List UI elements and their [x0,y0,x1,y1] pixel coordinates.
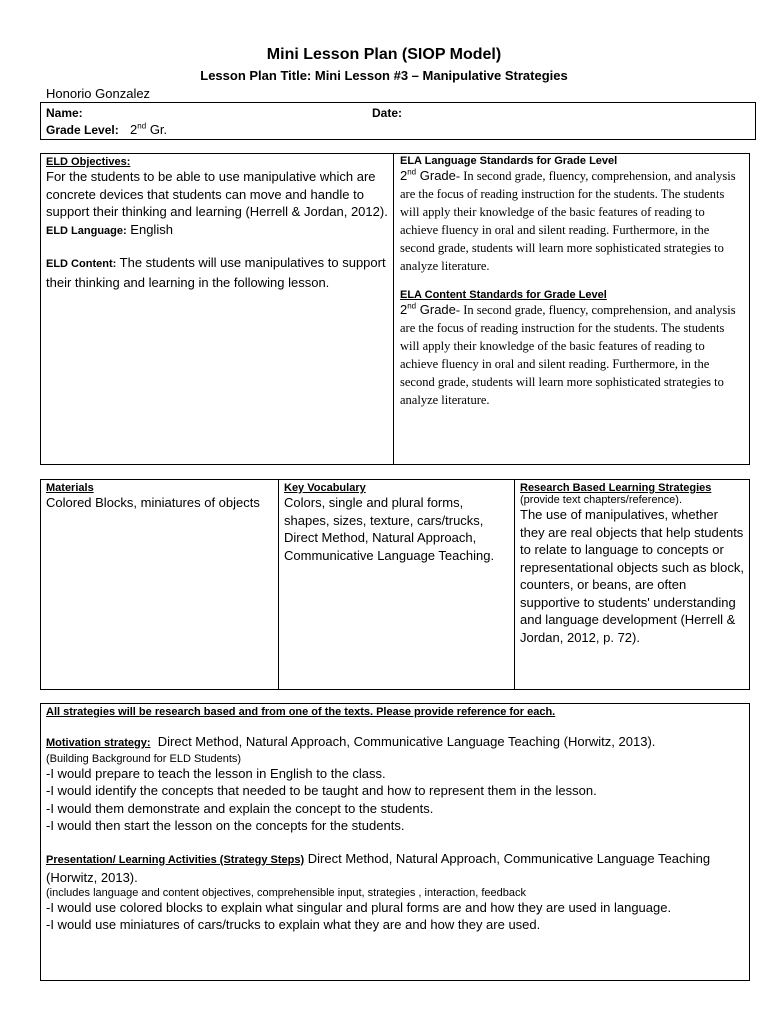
ela-column [394,154,749,464]
research-column [515,480,749,689]
eld-content-label: ELD Content: [46,258,117,270]
strategies-section [40,703,750,981]
eld-objectives-text: For the students to be able to use manipulative which are concrete devices that students can move and handle to support their thinking and learning (Herrell & Jordan, 2012). [46,169,388,219]
eld-content-text: The students will use manipulatives to support their thinking and learning in the following lesson. [46,255,386,290]
grade-label: Grade Level: [46,123,119,137]
motivation-strategy [46,733,744,753]
presentation-step: -I would use colored blocks to explain what singular and plural forms are and how they are used in language. [46,899,672,915]
info-box [40,102,756,140]
vocabulary-column [279,480,514,689]
grade-value: 2nd Gr. [130,121,168,137]
objectives-table [40,153,750,465]
presentation-activities [46,850,744,887]
ela-content-text: 2nd Grade- In second grade, fluency, comprehension, and analysis are the focus of reading instruction for the students. The students will apply their knowledge of the basic features of reading to achieve fluency in oral and silent reading. Furthermore, in the second grade, students will learn more sophisticated strategies to analyze literature. [400,301,736,407]
resources-table [40,479,750,690]
materials-column [41,480,278,689]
presentation-text: Direct Method, Natural Approach, Communicative Language Teaching (Horwitz, 2013). [46,850,711,885]
grade-level [46,122,167,137]
research-text: The use of manipulatives, whether they are real objects that help students to relate to language to concepts or representational objects such as block, counters, or beans, are often supportive to students' understanding and language development (Herrell & Jordan, 2012, p. 72). [520,507,745,645]
motivation-text: Direct Method, Natural Approach, Communicative Language Teaching (Horwitz, 2013). [157,734,656,749]
key-vocabulary-text: Colors, single and plural forms, shapes, sizes, texture, cars/trucks, Direct Method, Natural Approach, Communicative Language Teaching. [284,495,495,563]
date-label: Date: [372,106,403,120]
materials-label: Materials [46,482,94,494]
motivation-label: Motivation strategy: [46,737,151,749]
document-title: Mini Lesson Plan (SIOP Model) [266,46,502,63]
research-note: (provide text chapters/reference). [520,494,683,506]
motivation-step: -I would them demonstrate and explain the concept to the students. [46,800,434,816]
presentation-note: (includes language and content objectives, comprehensible input, strategies , interaction, feedback [46,886,527,899]
eld-language-label: ELD Language: [46,224,127,237]
name-label: Name: [46,106,83,120]
eld-language [46,221,388,241]
ela-content-label: ELA Content Standards for Grade Level [400,289,607,301]
eld-language-value: English [130,221,173,237]
research-label: Research Based Learning Strategies [520,482,712,494]
lesson-plan-title: Lesson Plan Title: Mini Lesson #3 – Manipulative Strategies [200,68,568,83]
materials-text: Colored Blocks, miniatures of objects [46,495,260,510]
motivation-step: -I would identify the concepts that needed to be taught and how to represent them in the lesson. [46,783,597,798]
ela-language-text: 2nd Grade- In second grade, fluency, comprehension, and analysis are the focus of reading instruction for the students. The students will apply their knowledge of the basic features of reading to achieve fluency in oral and silent reading. Furthermore, in the second grade, students will learn more sophisticated strategies to analyze literature. [400,167,736,273]
eld-objectives-label: ELD Objectives: [46,156,131,168]
author-name: Honorio Gonzalez [46,86,151,101]
ela-language-label: ELA Language Standards for Grade Level [400,155,618,167]
presentation-label: Presentation/ Learning Activities (Strategy Steps) [46,853,305,866]
motivation-step: -I would prepare to teach the lesson in English to the class. [46,765,386,781]
strategies-header-note: All strategies will be research based and from one of the texts. Please provide reference for each. [46,706,556,718]
key-vocabulary-label: Key Vocabulary [284,482,366,494]
eld-column [41,154,393,464]
motivation-note: (Building Background for ELD Students) [46,752,242,765]
motivation-step: -I would then start the lesson on the concepts for the students. [46,818,405,833]
presentation-step: -I would use miniatures of cars/trucks to explain what they are and how they are used. [46,917,541,932]
eld-content [46,254,388,291]
